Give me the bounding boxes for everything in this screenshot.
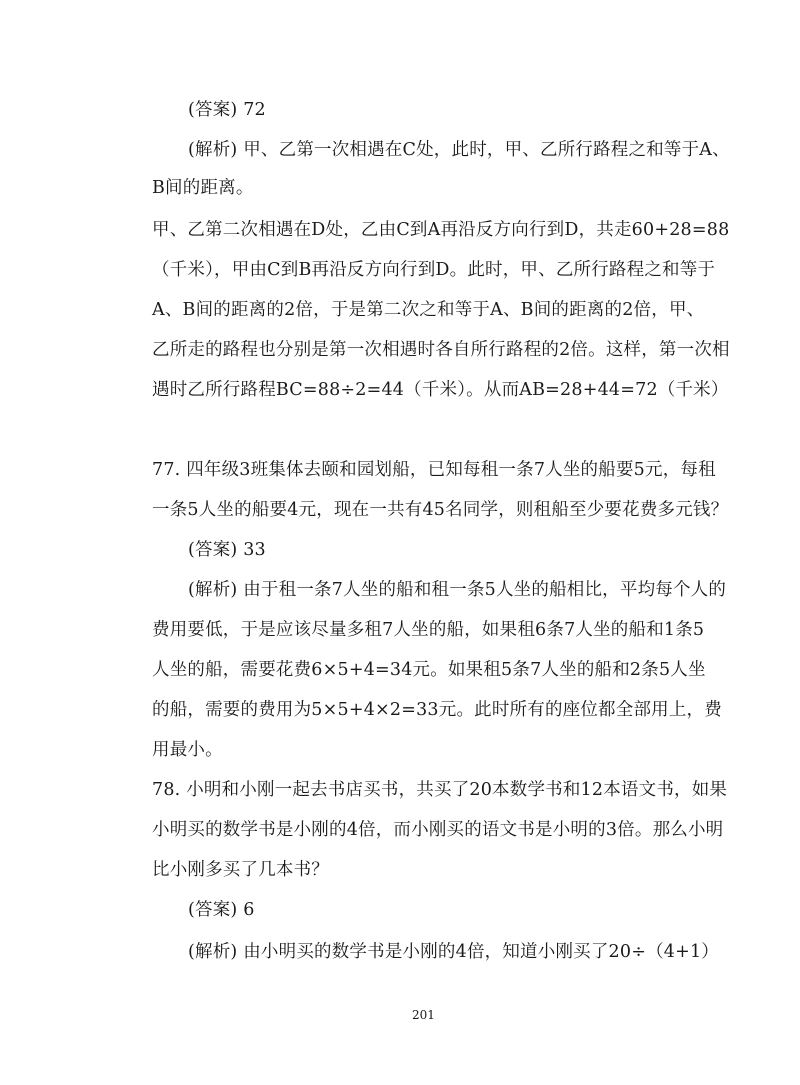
answer-77-label: (答案) 33 xyxy=(188,540,266,560)
analysis-76-line-2: B间的距离。 xyxy=(152,178,254,198)
analysis-76-line-5: A、B间的距离的2倍，于是第二次之和等于A、B间的距离的2倍，甲、 xyxy=(152,300,705,320)
analysis-77-line-2: 费用要低，于是应该尽量多租7人坐的船，如果租6条7人坐的船和1条5 xyxy=(152,620,705,640)
analysis-76-line-7: 遇时乙所行路程BC=88÷2=44（千米）。从而AB=28+44=72（千米） xyxy=(152,380,729,400)
analysis-77-line-5: 用最小。 xyxy=(152,740,223,760)
question-77-line-1: 77. 四年级3班集体去颐和园划船，已知每租一条7人坐的船要5元，每租 xyxy=(152,460,716,480)
question-77-line-2: 一条5人坐的船要4元，现在一共有45名同学，则租船至少要花费多元钱？ xyxy=(152,500,729,520)
analysis-77-line-4: 的船，需要的费用为5×5+4×2=33元。此时所有的座位都全部用上，费 xyxy=(152,700,722,720)
question-78-line-2: 小明买的数学书是小刚的4倍，而小刚买的语文书是小明的3倍。那么小明 xyxy=(152,820,724,840)
question-78-line-1: 78. 小明和小刚一起去书店买书，共买了20本数学书和12本语文书，如果 xyxy=(152,780,728,800)
analysis-77-line-1: (解析) 由于租一条7人坐的船和租一条5人坐的船相比，平均每个人的 xyxy=(188,580,727,600)
analysis-76-line-3: 甲、乙第二次相遇在D处，乙由C到A再沿反方向行到D，共走60+28=88 xyxy=(152,220,730,240)
answer-78-label: (答案) 6 xyxy=(188,900,255,920)
analysis-76-line-4: （千米），甲由C到B再沿反方向行到D。此时，甲、乙所行路程之和等于 xyxy=(152,260,716,280)
analysis-76-line-6: 乙所走的路程也分别是第一次相遇时各自所行路程的2倍。这样，第一次相 xyxy=(152,340,730,360)
question-78-line-3: 比小刚多买了几本书？ xyxy=(152,860,329,880)
analysis-76-line-1: (解析) 甲、乙第一次相遇在C处，此时，甲、乙所行路程之和等于A、 xyxy=(188,140,730,160)
analysis-77-line-3: 人坐的船，需要花费6×5+4=34元。如果租5条7人坐的船和2条5人坐 xyxy=(152,660,706,680)
analysis-78-line-1: (解析) 由小明买的数学书是小刚的4倍，知道小刚买了20÷（4+1） xyxy=(188,942,720,962)
page-number: 201 xyxy=(412,1008,435,1022)
answer-76-label: (答案) 72 xyxy=(188,100,266,120)
